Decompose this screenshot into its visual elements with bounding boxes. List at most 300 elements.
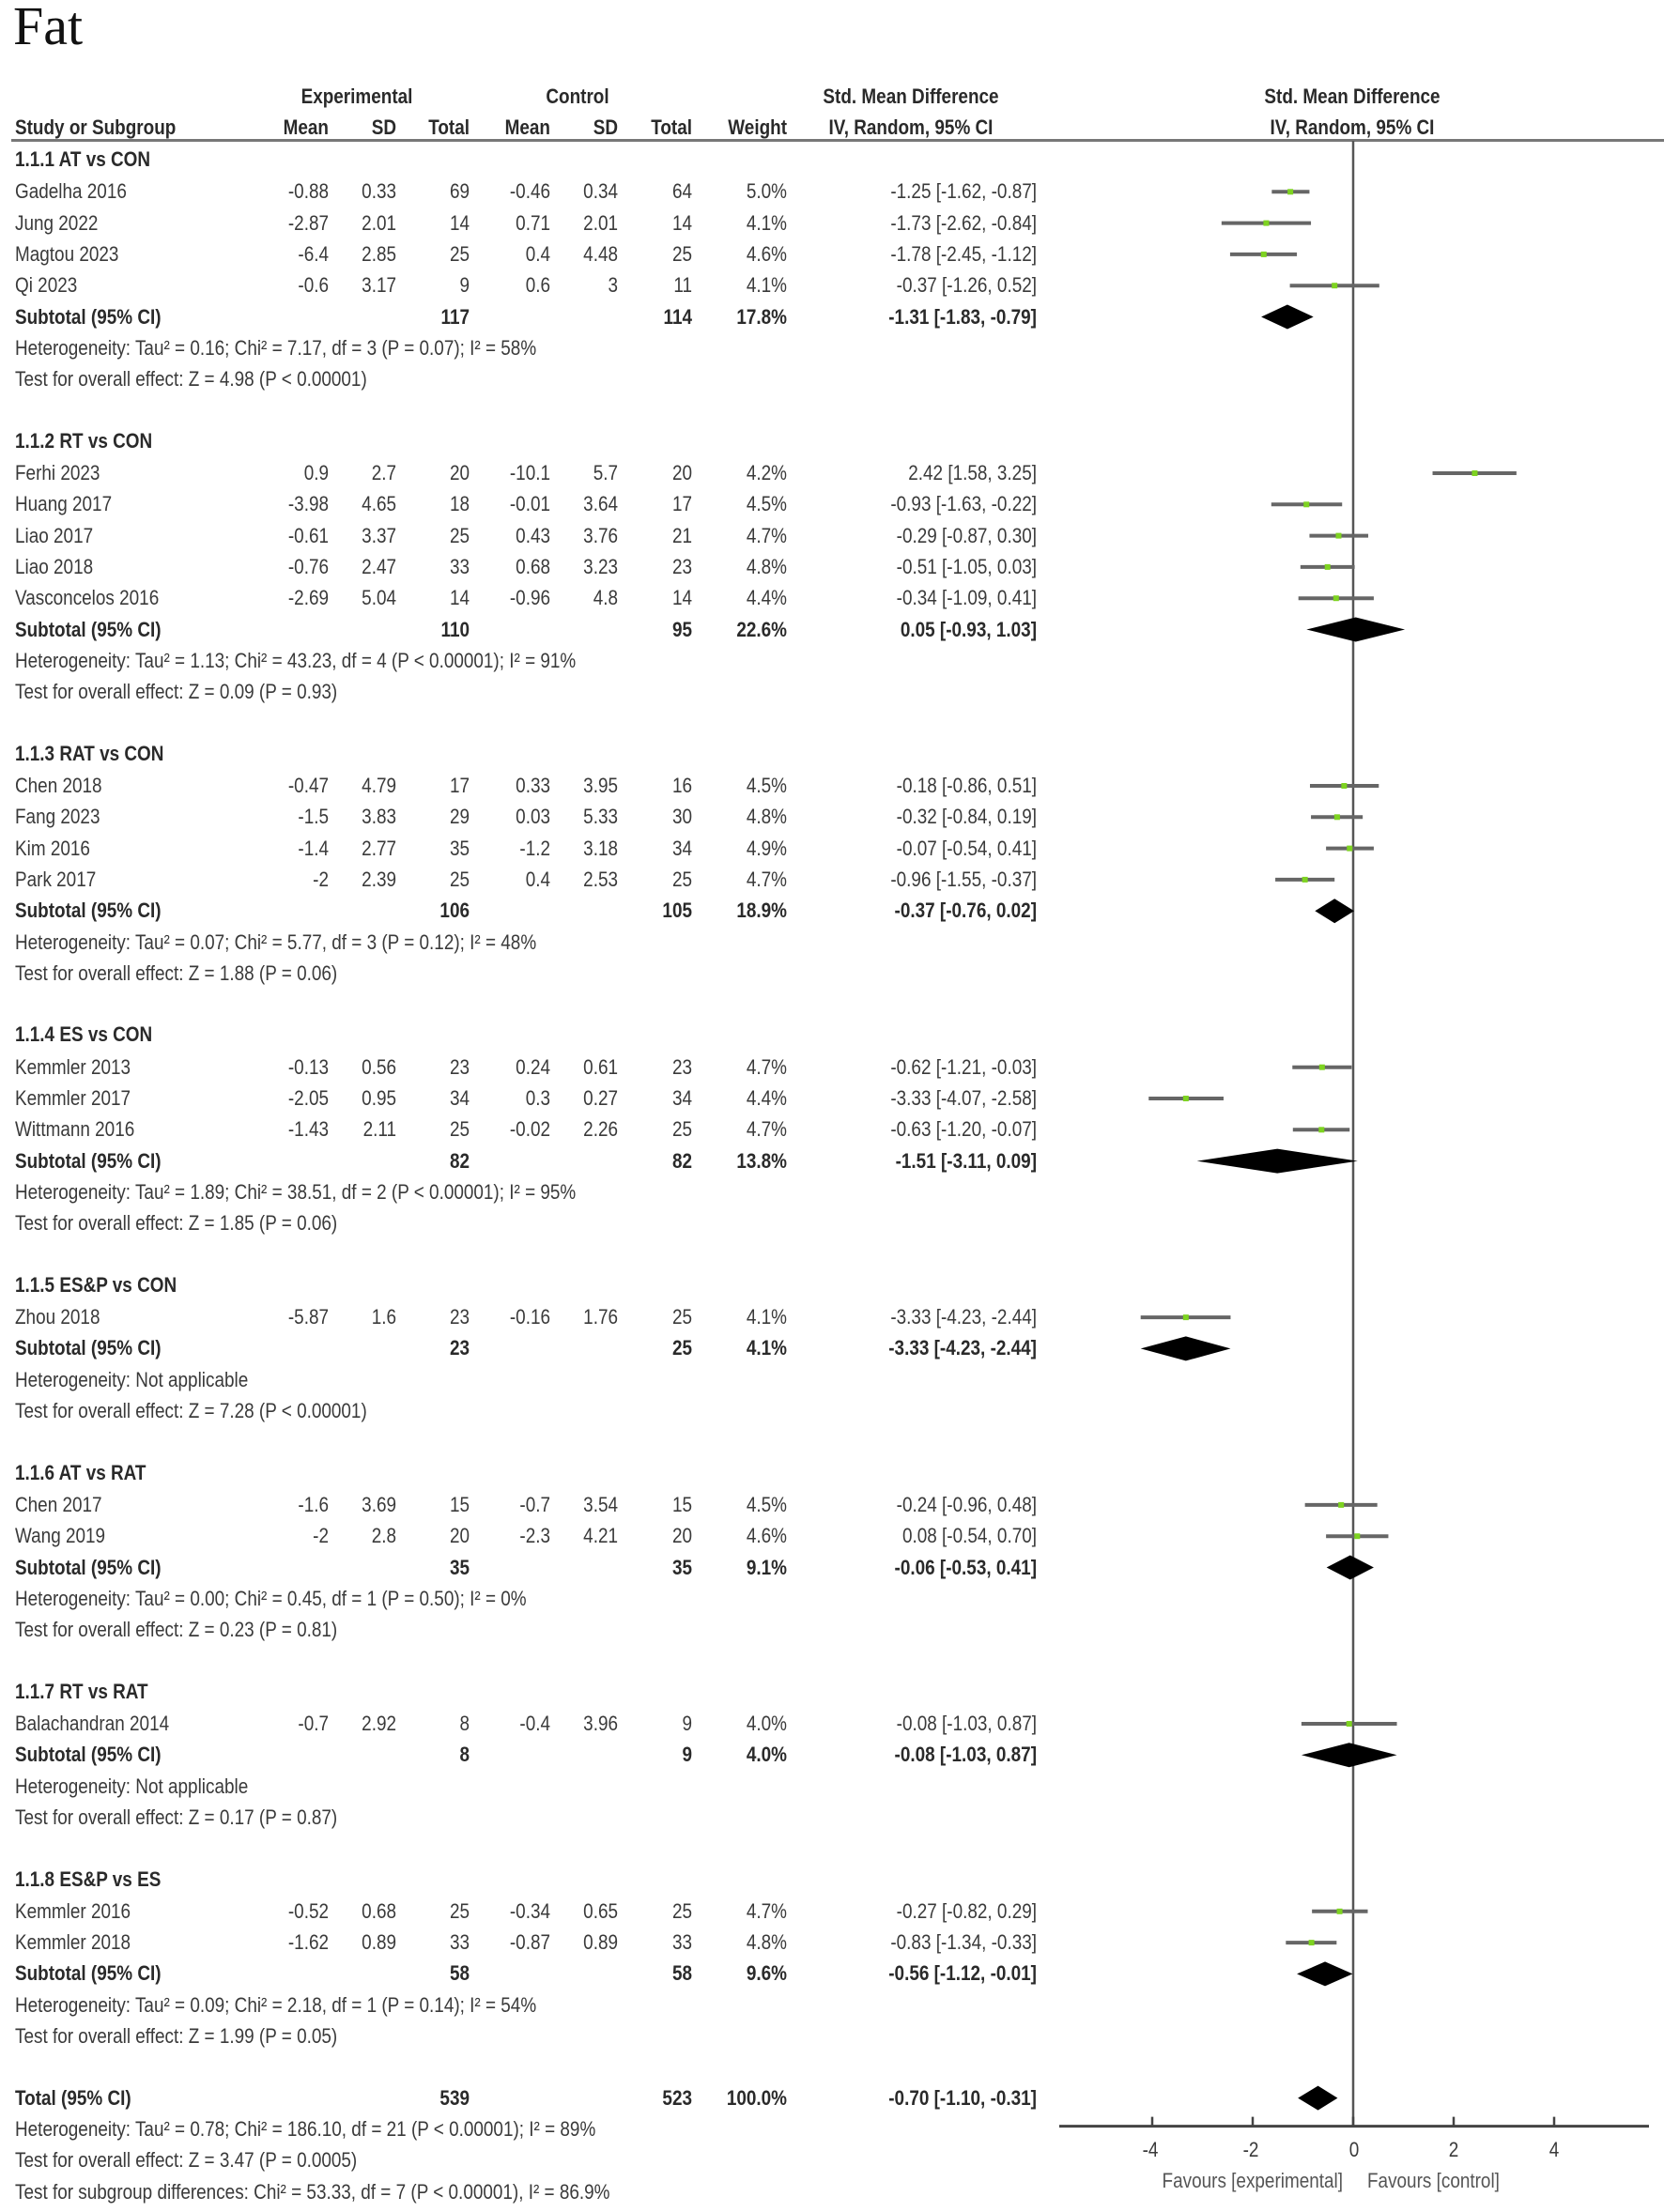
study-csd: 3.64 xyxy=(583,492,618,516)
study-cm: -10.1 xyxy=(509,461,550,484)
subtotal-exp-total: 82 xyxy=(449,1148,470,1173)
overall-effect-text: Test for overall effect: Z = 1.85 (P = 0.06) xyxy=(15,1211,338,1236)
study-ci: -0.27 [-0.82, 0.29] xyxy=(896,1898,1037,1923)
study-w: 4.7% xyxy=(746,1117,787,1142)
total-weight: 100.0% xyxy=(726,2085,787,2110)
study-en: 20 xyxy=(449,461,470,484)
point-estimate-marker xyxy=(1183,1096,1189,1101)
subtotal-weight: 18.9% xyxy=(736,899,787,923)
axis-tick-label: 4 xyxy=(1548,2137,1560,2161)
study-w: 4.6% xyxy=(746,241,787,266)
study-w: 4.0% xyxy=(746,1712,787,1735)
header-experimental: Experimental xyxy=(300,84,413,108)
study-w: 4.9% xyxy=(746,836,787,860)
point-estimate-marker xyxy=(1309,1940,1315,1945)
study-csd: 1.76 xyxy=(583,1305,618,1329)
study-esd: 0.33 xyxy=(362,179,396,204)
study-esd: 3.37 xyxy=(362,523,396,547)
point-estimate-marker xyxy=(1263,221,1269,226)
study-csd: 3.18 xyxy=(583,836,618,860)
study-name: Kemmler 2017 xyxy=(15,1086,131,1110)
point-estimate-marker xyxy=(1332,283,1337,288)
study-cm: -1.2 xyxy=(519,836,550,860)
study-cn: 30 xyxy=(671,805,692,829)
overall-effect-text: Test for overall effect: Z = 1.88 (P = 0.06) xyxy=(15,960,338,985)
study-cm: -0.01 xyxy=(509,492,550,516)
study-en: 20 xyxy=(449,1524,470,1548)
subtotal-label: Subtotal (95% CI) xyxy=(15,617,162,641)
study-esd: 2.47 xyxy=(362,554,396,578)
study-name: Liao 2018 xyxy=(15,554,94,578)
subtotal-ci: -0.06 [-0.53, 0.41] xyxy=(894,1555,1037,1579)
study-csd: 2.26 xyxy=(583,1117,618,1142)
study-ci: -1.73 [-2.62, -0.84] xyxy=(890,210,1037,235)
study-cn: 64 xyxy=(671,179,692,204)
study-em: -1.5 xyxy=(298,805,329,829)
study-cn: 25 xyxy=(671,1305,692,1329)
study-esd: 2.01 xyxy=(362,210,396,235)
study-em: -0.88 xyxy=(287,179,329,204)
header-exp-sd: SD xyxy=(371,115,396,139)
study-em: -6.4 xyxy=(298,241,329,266)
pooled-diamond xyxy=(1261,305,1314,330)
study-cn: 23 xyxy=(671,1054,692,1079)
study-ci: -0.83 [-1.34, -0.33] xyxy=(890,1930,1037,1955)
study-name: Balachandran 2014 xyxy=(15,1712,170,1735)
study-csd: 4.21 xyxy=(583,1524,618,1548)
study-w: 5.0% xyxy=(746,179,787,204)
study-em: -0.47 xyxy=(287,774,329,797)
study-csd: 3 xyxy=(608,273,618,298)
study-name: Qi 2023 xyxy=(15,273,78,298)
chart-title: Fat xyxy=(13,0,84,56)
subtotal-ctl-total: 58 xyxy=(671,1961,692,1986)
study-cm: -0.96 xyxy=(509,586,550,610)
study-cn: 14 xyxy=(671,586,692,610)
study-esd: 2.11 xyxy=(362,1117,396,1142)
study-esd: 3.69 xyxy=(362,1492,396,1516)
study-en: 25 xyxy=(449,523,470,547)
study-name: Gadelha 2016 xyxy=(15,179,127,204)
study-cm: -0.87 xyxy=(509,1930,550,1955)
study-csd: 3.76 xyxy=(583,523,618,547)
subtotal-label: Subtotal (95% CI) xyxy=(15,1743,162,1767)
study-w: 4.5% xyxy=(746,1492,787,1516)
header-plot: Std. Mean Difference xyxy=(1264,84,1441,108)
overall-effect-text: Test for overall effect: Z = 1.99 (P = 0.05) xyxy=(15,2024,338,2048)
subtotal-exp-total: 35 xyxy=(449,1555,470,1579)
study-em: 0.9 xyxy=(303,461,329,484)
overall-effect-text: Test for overall effect: Z = 0.23 (P = 0.81) xyxy=(15,1618,338,1642)
study-cn: 25 xyxy=(671,867,692,891)
study-em: -1.62 xyxy=(287,1930,329,1955)
study-w: 4.2% xyxy=(746,461,787,484)
heterogeneity-text: Heterogeneity: Not applicable xyxy=(15,1774,249,1798)
study-ci: 0.08 [-0.54, 0.70] xyxy=(901,1524,1037,1548)
study-em: -1.4 xyxy=(298,836,329,860)
study-esd: 4.65 xyxy=(362,492,396,516)
subgroup-heading: 1.1.3 RAT vs CON xyxy=(15,741,164,765)
total-label: Total (95% CI) xyxy=(15,2085,131,2110)
study-cn: 14 xyxy=(671,210,692,235)
total-overall-effect: Test for overall effect: Z = 3.47 (P = 0.0005) xyxy=(15,2148,358,2173)
study-esd: 0.89 xyxy=(362,1930,396,1955)
study-csd: 0.65 xyxy=(583,1898,618,1923)
subtotal-ctl-total: 35 xyxy=(671,1555,692,1579)
subtotal-weight: 4.1% xyxy=(746,1336,787,1360)
subtotal-weight: 9.1% xyxy=(746,1555,787,1579)
study-csd: 0.34 xyxy=(583,179,618,204)
subgroup-heading: 1.1.7 RT vs RAT xyxy=(15,1679,148,1703)
heterogeneity-text: Heterogeneity: Tau² = 1.13; Chi² = 43.23, df = 4 (P < 0.00001); I² = 91% xyxy=(15,648,577,672)
subgroup-heading: 1.1.5 ES&P vs CON xyxy=(15,1272,177,1297)
study-name: Magtou 2023 xyxy=(15,241,119,266)
header-exp-total: Total xyxy=(428,115,470,139)
point-estimate-marker xyxy=(1337,1909,1343,1914)
pooled-diamond xyxy=(1327,1556,1374,1580)
study-esd: 0.95 xyxy=(362,1086,396,1110)
study-cn: 20 xyxy=(671,1524,692,1548)
study-en: 25 xyxy=(449,1898,470,1923)
heterogeneity-text: Heterogeneity: Tau² = 0.07; Chi² = 5.77, df = 3 (P = 0.12); I² = 48% xyxy=(15,929,537,954)
study-w: 4.1% xyxy=(746,273,787,298)
study-ci: -0.62 [-1.21, -0.03] xyxy=(890,1054,1037,1079)
total-heterogeneity: Heterogeneity: Tau² = 0.78; Chi² = 186.10, df = 21 (P < 0.00001); I² = 89% xyxy=(15,2116,596,2141)
study-cm: -0.02 xyxy=(509,1117,550,1142)
study-ci: -0.29 [-0.87, 0.30] xyxy=(896,523,1037,547)
study-en: 29 xyxy=(449,805,470,829)
study-en: 23 xyxy=(449,1054,470,1079)
header-exp-mean: Mean xyxy=(283,115,329,139)
study-en: 14 xyxy=(449,210,470,235)
subtotal-exp-total: 106 xyxy=(439,899,470,923)
study-name: Kemmler 2016 xyxy=(15,1898,131,1923)
axis-tick-label: -4 xyxy=(1142,2137,1159,2161)
study-en: 33 xyxy=(449,1930,470,1955)
study-em: -5.87 xyxy=(287,1305,329,1329)
study-em: -0.7 xyxy=(298,1712,329,1735)
study-ci: -0.24 [-0.96, 0.48] xyxy=(896,1492,1037,1516)
study-w: 4.4% xyxy=(746,586,787,610)
study-en: 25 xyxy=(449,241,470,266)
point-estimate-marker xyxy=(1341,783,1347,789)
point-estimate-marker xyxy=(1261,252,1267,257)
heterogeneity-text: Heterogeneity: Tau² = 1.89; Chi² = 38.51, df = 2 (P < 0.00001); I² = 95% xyxy=(15,1179,577,1204)
study-cn: 34 xyxy=(671,836,692,860)
study-name: Fang 2023 xyxy=(15,805,100,829)
study-ci: -3.33 [-4.23, -2.44] xyxy=(890,1305,1037,1329)
subtotal-ci: -3.33 [-4.23, -2.44] xyxy=(888,1336,1037,1360)
subtotal-ctl-total: 82 xyxy=(671,1148,692,1173)
subtotal-label: Subtotal (95% CI) xyxy=(15,1148,162,1173)
study-esd: 0.56 xyxy=(362,1054,396,1079)
overall-effect-text: Test for overall effect: Z = 4.98 (P < 0.00001) xyxy=(15,367,367,392)
study-w: 4.7% xyxy=(746,867,787,891)
point-estimate-marker xyxy=(1318,1127,1324,1132)
study-esd: 1.6 xyxy=(371,1305,396,1329)
study-w: 4.6% xyxy=(746,1524,787,1548)
study-cm: 0.33 xyxy=(516,774,550,797)
study-ci: -0.18 [-0.86, 0.51] xyxy=(896,774,1037,797)
study-csd: 3.23 xyxy=(583,554,618,578)
header-smd-sub: IV, Random, 95% CI xyxy=(828,115,994,139)
heterogeneity-text: Heterogeneity: Tau² = 0.09; Chi² = 2.18, df = 1 (P = 0.14); I² = 54% xyxy=(15,1992,537,2017)
total-exp: 539 xyxy=(439,2085,470,2110)
study-esd: 3.17 xyxy=(362,273,396,298)
favours-experimental-label: Favours [experimental] xyxy=(1162,2168,1343,2192)
study-cn: 20 xyxy=(671,461,692,484)
subtotal-weight: 9.6% xyxy=(746,1961,787,1986)
subtotal-label: Subtotal (95% CI) xyxy=(15,899,162,923)
pooled-diamond xyxy=(1298,2086,1337,2111)
study-w: 4.8% xyxy=(746,554,787,578)
study-cm: 0.68 xyxy=(516,554,550,578)
study-cm: 0.6 xyxy=(525,273,550,298)
study-esd: 4.79 xyxy=(362,774,396,797)
study-cm: 0.71 xyxy=(516,210,550,235)
study-en: 34 xyxy=(449,1086,470,1110)
study-em: -0.76 xyxy=(287,554,329,578)
header-ctl-mean: Mean xyxy=(504,115,550,139)
study-name: Ferhi 2023 xyxy=(15,461,100,484)
study-en: 35 xyxy=(449,836,470,860)
pooled-diamond xyxy=(1302,1743,1397,1767)
subgroup-heading: 1.1.8 ES&P vs ES xyxy=(15,1866,162,1891)
study-w: 4.7% xyxy=(746,1898,787,1923)
heterogeneity-text: Heterogeneity: Tau² = 0.00; Chi² = 0.45, df = 1 (P = 0.50); I² = 0% xyxy=(15,1586,527,1610)
subgroup-heading: 1.1.2 RT vs CON xyxy=(15,428,153,453)
study-w: 4.8% xyxy=(746,805,787,829)
study-esd: 2.7 xyxy=(371,461,396,484)
point-estimate-marker xyxy=(1347,1721,1352,1727)
subtotal-exp-total: 23 xyxy=(449,1336,470,1360)
study-cn: 17 xyxy=(671,492,692,516)
study-name: Zhou 2018 xyxy=(15,1305,100,1329)
study-esd: 3.83 xyxy=(362,805,396,829)
subtotal-label: Subtotal (95% CI) xyxy=(15,1336,162,1360)
study-en: 8 xyxy=(459,1712,470,1735)
study-esd: 2.39 xyxy=(362,867,396,891)
study-em: -3.98 xyxy=(287,492,329,516)
study-en: 14 xyxy=(449,586,470,610)
overall-effect-text: Test for overall effect: Z = 0.17 (P = 0.87) xyxy=(15,1805,338,1829)
study-name: Wang 2019 xyxy=(15,1524,106,1548)
point-estimate-marker xyxy=(1334,814,1340,820)
study-cm: 0.4 xyxy=(525,867,550,891)
study-cm: -2.3 xyxy=(519,1524,550,1548)
study-ci: -0.07 [-0.54, 0.41] xyxy=(896,836,1037,860)
subtotal-weight: 13.8% xyxy=(736,1148,787,1173)
study-ci: -0.34 [-1.09, 0.41] xyxy=(896,586,1037,610)
study-ci: -0.37 [-1.26, 0.52] xyxy=(896,273,1037,298)
study-ci: -1.78 [-2.45, -1.12] xyxy=(890,241,1037,266)
study-name: Chen 2018 xyxy=(15,774,102,797)
study-em: -2 xyxy=(313,867,329,891)
study-ci: -0.96 [-1.55, -0.37] xyxy=(890,867,1037,891)
study-name: Jung 2022 xyxy=(15,210,99,235)
study-esd: 0.68 xyxy=(362,1898,396,1923)
subtotal-ci: -0.08 [-1.03, 0.87] xyxy=(894,1743,1037,1767)
axis-tick-label: -2 xyxy=(1242,2137,1259,2161)
point-estimate-marker xyxy=(1287,189,1293,194)
subtotal-label: Subtotal (95% CI) xyxy=(15,1961,162,1986)
study-csd: 5.7 xyxy=(593,461,618,484)
heterogeneity-text: Heterogeneity: Tau² = 0.16; Chi² = 7.17, df = 3 (P = 0.07); I² = 58% xyxy=(15,335,537,360)
study-en: 69 xyxy=(449,179,470,204)
point-estimate-marker xyxy=(1303,501,1309,507)
subtotal-weight: 4.0% xyxy=(746,1743,787,1767)
study-name: Kim 2016 xyxy=(15,836,90,860)
study-cm: 0.4 xyxy=(525,241,550,266)
overall-effect-text: Test for overall effect: Z = 0.09 (P = 0.93) xyxy=(15,680,338,704)
study-w: 4.7% xyxy=(746,523,787,547)
subtotal-ci: -0.56 [-1.12, -0.01] xyxy=(888,1961,1037,1986)
heterogeneity-text: Heterogeneity: Not applicable xyxy=(15,1367,249,1391)
study-w: 4.1% xyxy=(746,210,787,235)
subtotal-ctl-total: 25 xyxy=(671,1336,692,1360)
study-en: 25 xyxy=(449,1117,470,1142)
study-cm: -0.46 xyxy=(509,179,550,204)
total-ci: -0.70 [-1.10, -0.31] xyxy=(888,2085,1037,2110)
study-cn: 33 xyxy=(671,1930,692,1955)
header-study: Study or Subgroup xyxy=(15,115,177,139)
study-em: -1.6 xyxy=(298,1492,329,1516)
point-estimate-marker xyxy=(1302,877,1308,883)
study-cn: 15 xyxy=(671,1492,692,1516)
study-csd: 4.8 xyxy=(593,586,618,610)
study-em: -2 xyxy=(313,1524,329,1548)
study-ci: -0.93 [-1.63, -0.22] xyxy=(890,492,1037,516)
subgroup-differences-text: Test for subgroup differences: Chi² = 53.33, df = 7 (P < 0.00001), I² = 86.9% xyxy=(15,2179,610,2204)
study-name: Chen 2017 xyxy=(15,1492,102,1516)
total-ctl: 523 xyxy=(662,2085,692,2110)
study-em: -2.05 xyxy=(287,1086,329,1110)
study-esd: 2.77 xyxy=(362,836,396,860)
pooled-diamond xyxy=(1197,1149,1358,1174)
study-cm: -0.4 xyxy=(519,1712,550,1735)
study-em: -0.6 xyxy=(298,273,329,298)
study-name: Liao 2017 xyxy=(15,523,94,547)
study-ci: -1.25 [-1.62, -0.87] xyxy=(890,179,1037,204)
study-cn: 25 xyxy=(671,1898,692,1923)
pooled-diamond xyxy=(1306,618,1405,642)
subtotal-ctl-total: 105 xyxy=(662,899,692,923)
study-em: -2.69 xyxy=(287,586,329,610)
subtotal-ci: -1.31 [-1.83, -0.79] xyxy=(888,304,1037,329)
subtotal-exp-total: 8 xyxy=(459,1743,470,1767)
header-weight: Weight xyxy=(728,115,787,139)
header-ctl-total: Total xyxy=(651,115,692,139)
study-cm: 0.24 xyxy=(516,1054,550,1079)
study-w: 4.1% xyxy=(746,1305,787,1329)
subtotal-ctl-total: 9 xyxy=(682,1743,692,1767)
study-cn: 25 xyxy=(671,241,692,266)
study-ci: -0.63 [-1.20, -0.07] xyxy=(890,1117,1037,1142)
study-csd: 5.33 xyxy=(583,805,618,829)
study-csd: 3.96 xyxy=(583,1712,618,1735)
point-estimate-marker xyxy=(1354,1533,1360,1539)
pooled-diamond xyxy=(1315,899,1354,923)
study-csd: 0.61 xyxy=(583,1054,618,1079)
study-esd: 2.85 xyxy=(362,241,396,266)
study-cm: -0.34 xyxy=(509,1898,550,1923)
study-cm: 0.43 xyxy=(516,523,550,547)
pooled-diamond xyxy=(1297,1961,1352,1986)
point-estimate-marker xyxy=(1347,846,1352,852)
subtotal-weight: 17.8% xyxy=(736,304,787,329)
subtotal-ci: -1.51 [-3.11, 0.09] xyxy=(895,1148,1037,1173)
subtotal-exp-total: 117 xyxy=(440,304,470,329)
study-cn: 16 xyxy=(671,774,692,797)
study-w: 4.7% xyxy=(746,1054,787,1079)
study-csd: 4.48 xyxy=(583,241,618,266)
study-name: Huang 2017 xyxy=(15,492,113,516)
point-estimate-marker xyxy=(1325,564,1331,570)
subtotal-exp-total: 58 xyxy=(449,1961,470,1986)
subtotal-exp-total: 110 xyxy=(440,617,470,641)
study-en: 33 xyxy=(449,554,470,578)
subtotal-ci: 0.05 [-0.93, 1.03] xyxy=(900,617,1037,641)
study-ci: -0.32 [-0.84, 0.19] xyxy=(896,805,1037,829)
subtotal-label: Subtotal (95% CI) xyxy=(15,304,162,329)
point-estimate-marker xyxy=(1471,470,1477,476)
study-csd: 2.53 xyxy=(583,867,618,891)
study-w: 4.5% xyxy=(746,492,787,516)
axis-tick-label: 2 xyxy=(1448,2137,1459,2161)
study-cn: 21 xyxy=(671,523,692,547)
study-csd: 0.89 xyxy=(583,1930,618,1955)
study-em: -0.52 xyxy=(287,1898,329,1923)
study-name: Wittmann 2016 xyxy=(15,1117,135,1142)
study-cm: 0.3 xyxy=(525,1086,550,1110)
subtotal-ci: -0.37 [-0.76, 0.02] xyxy=(894,899,1037,923)
study-en: 15 xyxy=(449,1492,470,1516)
study-ci: 2.42 [1.58, 3.25] xyxy=(908,461,1037,484)
study-esd: 2.8 xyxy=(371,1524,396,1548)
study-name: Vasconcelos 2016 xyxy=(15,586,160,610)
pooled-diamond xyxy=(1141,1336,1231,1360)
study-en: 17 xyxy=(449,774,470,797)
study-w: 4.5% xyxy=(746,774,787,797)
study-esd: 2.92 xyxy=(362,1712,396,1735)
study-csd: 3.54 xyxy=(583,1492,618,1516)
header-smd: Std. Mean Difference xyxy=(823,84,999,108)
point-estimate-marker xyxy=(1335,533,1341,539)
study-esd: 5.04 xyxy=(362,586,396,610)
point-estimate-marker xyxy=(1319,1065,1325,1070)
header-plot-sub: IV, Random, 95% CI xyxy=(1270,115,1435,139)
favours-control-label: Favours [control] xyxy=(1367,2168,1500,2192)
subtotal-label: Subtotal (95% CI) xyxy=(15,1555,162,1579)
study-name: Kemmler 2013 xyxy=(15,1054,131,1079)
header-ctl-sd: SD xyxy=(593,115,618,139)
subtotal-ctl-total: 114 xyxy=(663,304,692,329)
study-em: -0.61 xyxy=(287,523,329,547)
point-estimate-marker xyxy=(1333,595,1339,601)
study-cm: -0.7 xyxy=(519,1492,550,1516)
overall-effect-text: Test for overall effect: Z = 7.28 (P < 0.00001) xyxy=(15,1399,367,1422)
subgroup-heading: 1.1.4 ES vs CON xyxy=(15,1022,153,1047)
study-cn: 9 xyxy=(682,1712,692,1735)
study-ci: -0.51 [-1.05, 0.03] xyxy=(896,554,1037,578)
subtotal-weight: 22.6% xyxy=(736,617,787,641)
study-csd: 0.27 xyxy=(583,1086,618,1110)
study-cn: 11 xyxy=(673,273,692,298)
study-cm: -0.16 xyxy=(509,1305,550,1329)
study-ci: -0.08 [-1.03, 0.87] xyxy=(896,1712,1037,1735)
study-en: 18 xyxy=(449,492,470,516)
study-em: -0.13 xyxy=(287,1054,329,1079)
